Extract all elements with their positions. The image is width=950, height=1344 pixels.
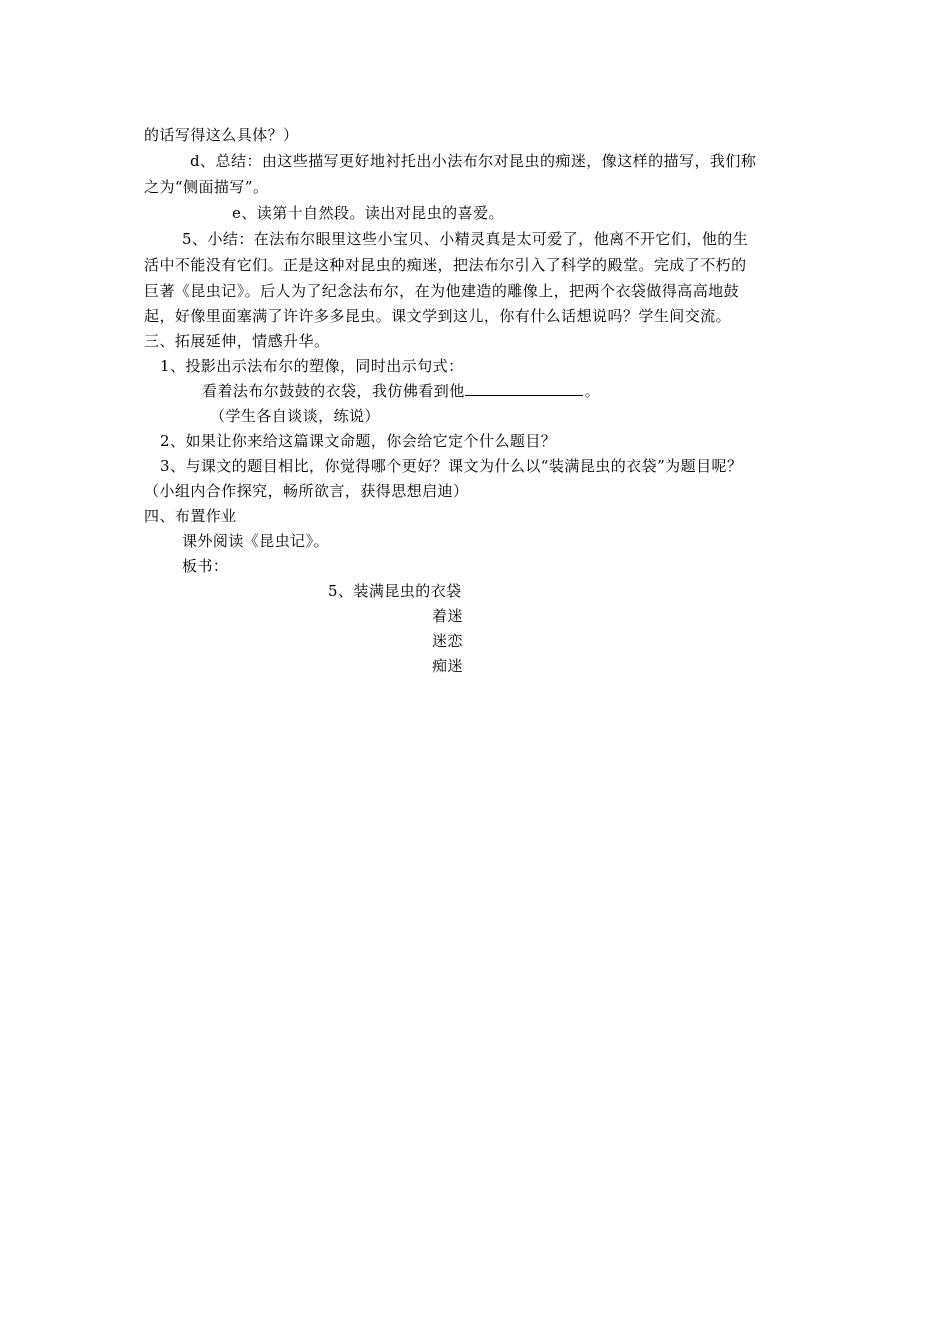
board-item: 着迷 (432, 607, 463, 625)
text-line: 课外阅读《昆虫记》。 (182, 532, 330, 550)
fill-in-suffix: 。 (584, 382, 601, 400)
text-line: 之为“侧面描写”。 (144, 178, 269, 196)
text-line: 5、小结：在法布尔眼里这些小宝贝、小精灵真是太可爱了，他离不开它们，他的生 (182, 230, 749, 248)
text-line: 板书： (182, 557, 229, 575)
fill-in-blank (465, 380, 583, 396)
board-title: 5、装满昆虫的衣袋 (328, 582, 462, 600)
section-heading: 三、拓展延伸，情感升华。 (144, 332, 330, 350)
text-line: e、读第十自然段。读出对昆虫的喜爱。 (232, 204, 504, 222)
board-item: 迷恋 (432, 632, 463, 650)
text-line: 活中不能没有它们。正是这种对昆虫的痴迷，把法布尔引入了科学的殿堂。完成了不朽的 (144, 256, 747, 274)
text-line: 1、投影出示法布尔的塑像，同时出示句式： (160, 357, 464, 375)
text-line: 2、如果让你来给这篇课文命题，你会给它定个什么题目？ (160, 432, 557, 450)
fill-in-sentence (202, 378, 600, 404)
text-line: （学生各自谈谈，练说） (210, 407, 380, 425)
section-heading: 四、布置作业 (144, 507, 237, 525)
text-line: 起，好像里面塞满了许许多多昆虫。课文学到这儿，你有什么话想说吗？学生间交流。 (144, 307, 732, 325)
text-line: 的话写得这么具体？） (144, 126, 299, 144)
text-line: 3、与课文的题目相比，你觉得哪个更好？课文为什么以“装满昆虫的衣袋”为题目呢？ (160, 457, 743, 475)
fill-in-prefix: 看着法布尔鼓鼓的衣袋，我仿佛看到他 (202, 382, 465, 400)
text-line: 巨著《昆虫记》。后人为了纪念法布尔，在为他建造的雕像上，把两个衣袋做得高高地鼓 (144, 282, 740, 300)
text-line: （小组内合作探究，畅所欲言，获得思想启迪） (144, 482, 469, 500)
text-line: d、总结：由这些描写更好地衬托出小法布尔对昆虫的痴迷，像这样的描写，我们称 (190, 152, 757, 170)
board-item: 痴迷 (432, 657, 463, 675)
